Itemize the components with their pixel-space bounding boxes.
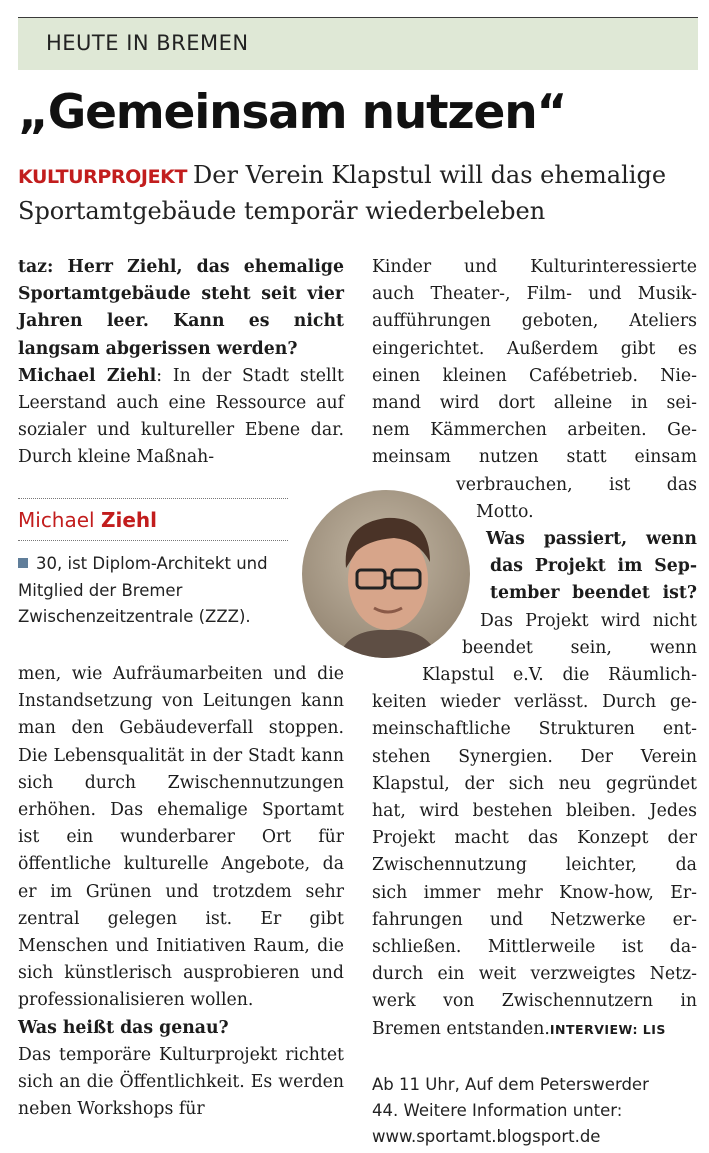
kicker: KULTURPROJEKT [18, 166, 188, 188]
event-info [372, 1072, 697, 1150]
section-label: HEUTE IN BREMEN [46, 31, 249, 55]
headline: „Gemeinsam nutzen“ [18, 85, 567, 140]
person-bio: 30, ist Diplom-Architekt und Mitglied der Bremer Zwischenzeitzentrale (ZZZ). [18, 554, 268, 626]
answer-1-start: : In der Stadt stellt Leerstand auch eine Ressource auf sozialer und kultureller Ebene dar. Durch kleine Maßnah- [18, 365, 344, 468]
divider [18, 540, 288, 541]
answer-2-start: Das temporäre Kulturprojekt richtet sich an die Öffentlichkeit. Es werden neben Workshops für [18, 1044, 344, 1120]
person-name: Michael Ziehl [18, 508, 157, 532]
subhead-text: Der Verein Klapstul will das ehemalige Sportamtgebäude temporär wiederbeleben [18, 161, 667, 225]
person-infobox [18, 498, 288, 631]
subhead [18, 158, 708, 228]
event-url: www.sportamt.blogsport.de [372, 1127, 601, 1146]
interview-credit: INTERVIEW: LIS [549, 1021, 666, 1037]
bullet-square-icon [18, 558, 28, 568]
article-column-2: Kinder und Kulturinteressierte auch Theater-, Film- und Musik- aufführungen geboten, Ateliers eingerichtet. Außerdem gibt es einen kleinen Cafébetrieb. Nie- mand wird dort alleine in sei- nem Kämmerchen arbeiten. Ge- meinsam nutzen statt einsam verbrauchen, ist das Motto. Was passiert, wenn das Projekt im Sep- tember beendet ist? Das Projekt wird nicht beendet sein, wenn Klapstul e.V. die Räumlich- keiten wieder verlässt. Durch ge- meinschaftliche Strukturen ent- stehen Synergien. Der Verein Klapstul, der sich neu gegründet hat, wird bestehen bleiben. Jedes Projekt macht das Konzept der Zwischennutzung leichter, da sich immer mehr Know-how, Er- fahrungen und Netzwerke er- schließen. Mittlerweile ist da- durch ein weit verzweigtes Netz- werk von Zwischennutzern in Bremen entstanden.INTERVIEW: LIS [372, 254, 697, 1043]
final-line: Bremen entstanden.INTERVIEW: LIS [372, 1018, 666, 1039]
event-info-line: 44. Weitere Information unter: [372, 1101, 623, 1120]
question-3: Was passiert, wenn [486, 529, 697, 550]
question-1: taz: Herr Ziehl, das ehemalige Sportamtgebäude steht seit vier Jahren leer. Kann es nicht langsam abgerissen werden? [18, 257, 344, 359]
divider [18, 498, 288, 499]
event-info-line: Ab 11 Uhr, Auf dem Peterswerder [372, 1075, 649, 1094]
answer-1-continued: men, wie Aufräumarbeiten und die Instandsetzung von Leitungen kann man den Gebäudeverfall stoppen. Die Lebensqualität in der Stadt kann sich durch Zwischennutzungen erhöhen. Das ehemalige Sportamt ist ein wunderbarer Ort für öffentliche kulturelle Angebote, da er im Grünen und trotzdem sehr zentral gelegen ist. Er gibt Menschen und Initiativen Raum, die sich künstlerisch ausprobieren und professionalisieren wollen. [18, 664, 344, 1011]
question-3: das Projekt im Sep- [490, 556, 697, 577]
question-3: tember beendet ist? [490, 583, 697, 604]
article-column-1-bottom [18, 661, 344, 1123]
article-column-1-top [18, 254, 344, 472]
speaker-name: Michael Ziehl [18, 365, 157, 386]
question-2: Was heißt das genau? [18, 1017, 229, 1038]
section-rubric [18, 17, 698, 70]
